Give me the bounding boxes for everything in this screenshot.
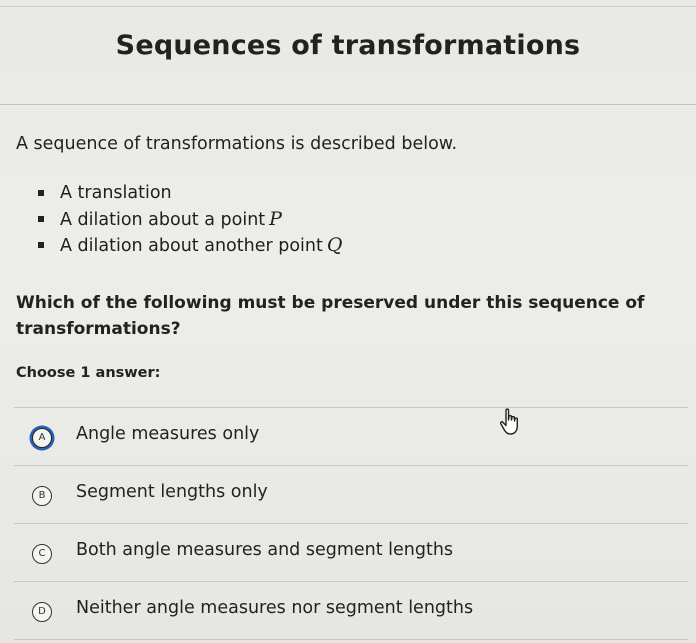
page-title: Sequences of transformations [115,30,581,61]
list-item-text: A translation [60,183,172,203]
problem-intro: A sequence of transformations is described below. [16,134,458,154]
list-item [38,232,342,258]
math-variable: P [269,208,282,230]
transformation-list [38,180,342,258]
answer-choices [14,407,688,640]
list-item-text: A dilation about another point [60,236,323,256]
choice-d[interactable] [14,581,688,640]
math-variable: Q [326,234,343,256]
choose-prompt: Choose 1 answer: [16,365,161,381]
list-item [38,180,342,206]
choice-label: Angle measures only [76,424,260,444]
choice-a[interactable] [14,407,688,465]
choice-label: Segment lengths only [76,482,268,502]
choice-b[interactable] [14,465,688,523]
square-bullet-icon [38,242,44,248]
choice-letter-bubble[interactable]: D [32,602,52,622]
hand-pointer-icon [498,408,522,436]
choice-letter-bubble[interactable]: A [32,428,52,448]
list-item [38,206,342,232]
choice-c[interactable] [14,523,688,581]
choice-letter-bubble[interactable]: C [32,544,52,564]
question-text: Which of the following must be preserved under this sequence of transformations? [16,293,645,339]
square-bullet-icon [38,190,44,196]
top-divider [0,6,696,7]
choice-label: Both angle measures and segment lengths [76,540,454,560]
choice-label: Neither angle measures nor segment lengths [76,598,474,618]
list-item-text: A dilation about a point [60,210,266,230]
choice-letter-bubble[interactable]: B [32,486,52,506]
title-divider [0,104,696,105]
square-bullet-icon [38,216,44,222]
